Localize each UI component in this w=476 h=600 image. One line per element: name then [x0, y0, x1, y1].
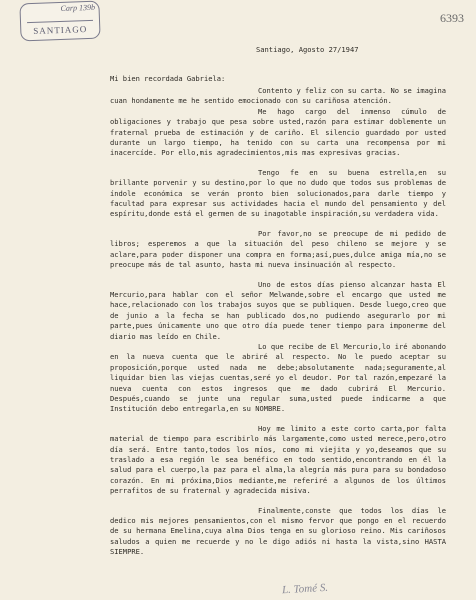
stamp-city: SANTIAGO: [33, 24, 88, 36]
paragraph: Lo que recibe de El Mercurio,lo iré abonando en la nueva cuenta que le abriré al respecto. No le puedo aceptar su proposición,porque usted nada me debe;absolutamente nada;seguramente,al liquidar bien las viejas cuentas,seré yo el deudor. Por tal razón,empezaré la nueva cuenta con estos ingresos que me dado cubrirá El Mercurio. Después,cuando se junte una regular suma,usted puede indicarme a que Institución debo entregarla,en su NOMBRE.: [110, 341, 446, 414]
stamp-rule: [27, 20, 93, 23]
paragraph-gap: [110, 415, 446, 424]
paragraph-gap: [110, 497, 446, 506]
signature: L. Tomé S.: [281, 581, 329, 597]
paragraph: Finalmente,conste que todos los días le dedico mis mejores pensamientos,con el mismo fervor que pongo en el recuerdo de su hermana Emelina,cuya alma Dios tenga en su glorioso reino. Mis cariñosos saludos a quien me recuerde y no le digo adiós ni hasta la vista,sino HASTA SIEMPRE.: [110, 505, 446, 557]
salutation: Mi bien recordada Gabriela:: [110, 74, 226, 83]
stamp-code: Carp 139b: [60, 2, 96, 13]
archive-number: 6393: [440, 11, 464, 25]
paragraph: Por favor,no se preocupe de mi pedido de libros; esperemos a que la situación del peso chileno se mejore y se aclare,para poder disponer una compra en forma;así,pues,dulce amiga mía,no se preocupe más de tal asunto, hasta mi nueva insinuación al respecto.: [110, 228, 446, 270]
paragraph-gap: [110, 271, 446, 280]
letter-body: [110, 86, 446, 558]
date-line: Santiago, Agosto 27/1947: [256, 45, 359, 54]
paragraph: Uno de estos días pienso alcanzar hasta El Mercurio,para hablar con el señor Melwande,sobre el encargo que usted me hace,relacionado con los trabajos suyos que se publiquen. Desde luego,creo que de junio a la fecha se han publicado dos,no pudiendo asegurarlo por mi parte,pues únicamente uno que otro día puede tener tiempo para imponerme del diario mas leído en Chile.: [110, 279, 446, 341]
archive-stamp: [19, 1, 100, 42]
paragraph: Contento y feliz con su carta. No se imagina cuan hondamente me he sentido emocionado con su cariñosa atención.: [110, 86, 446, 106]
paragraph-gap: [110, 220, 446, 229]
paragraph: Tengo fe en su buena estrella,en su brillante porvenir y su destino,por lo que no dudo que todos sus problemas de índole económica se verán pronto bien solucionados,para darle tiempo y facultad para expresar sus actividades hacia el mundo del pensamiento y del espíritu,donde está el germen de su inagotable inspiración,su verdadera vida.: [110, 167, 446, 219]
paragraph-gap: [110, 159, 446, 168]
paragraph: Me hago cargo del inmenso cúmulo de obligaciones y trabajo que pesa sobre usted,razón para estimar doblemente un fraternal prueba de estimación y de cariño. El silencio guardado por usted durante un largo tiempo, ha tenido con su carta una recompensa por mi inacercíde. Por ello,mis agradecimientos,mis mas expresivas gracias.: [110, 106, 446, 158]
paragraph: Hoy me limito a este corto carta,por falta material de tiempo para escribirlo más largamente,como usted merece,pero,otro día será. Entre tanto,todos los míos, como mi viejita y yo,deseamos que su traslado a esa región le sea benéfico en todo sentido,encontrando en él la salud para el cuerpo,la paz para el alma,la alegría más pura para su bondadoso corazón. En mi próxima,Dios mediante,me referiré a algunos de los últimos perrafitos de su fraternal y agradecida misiva.: [110, 423, 446, 496]
